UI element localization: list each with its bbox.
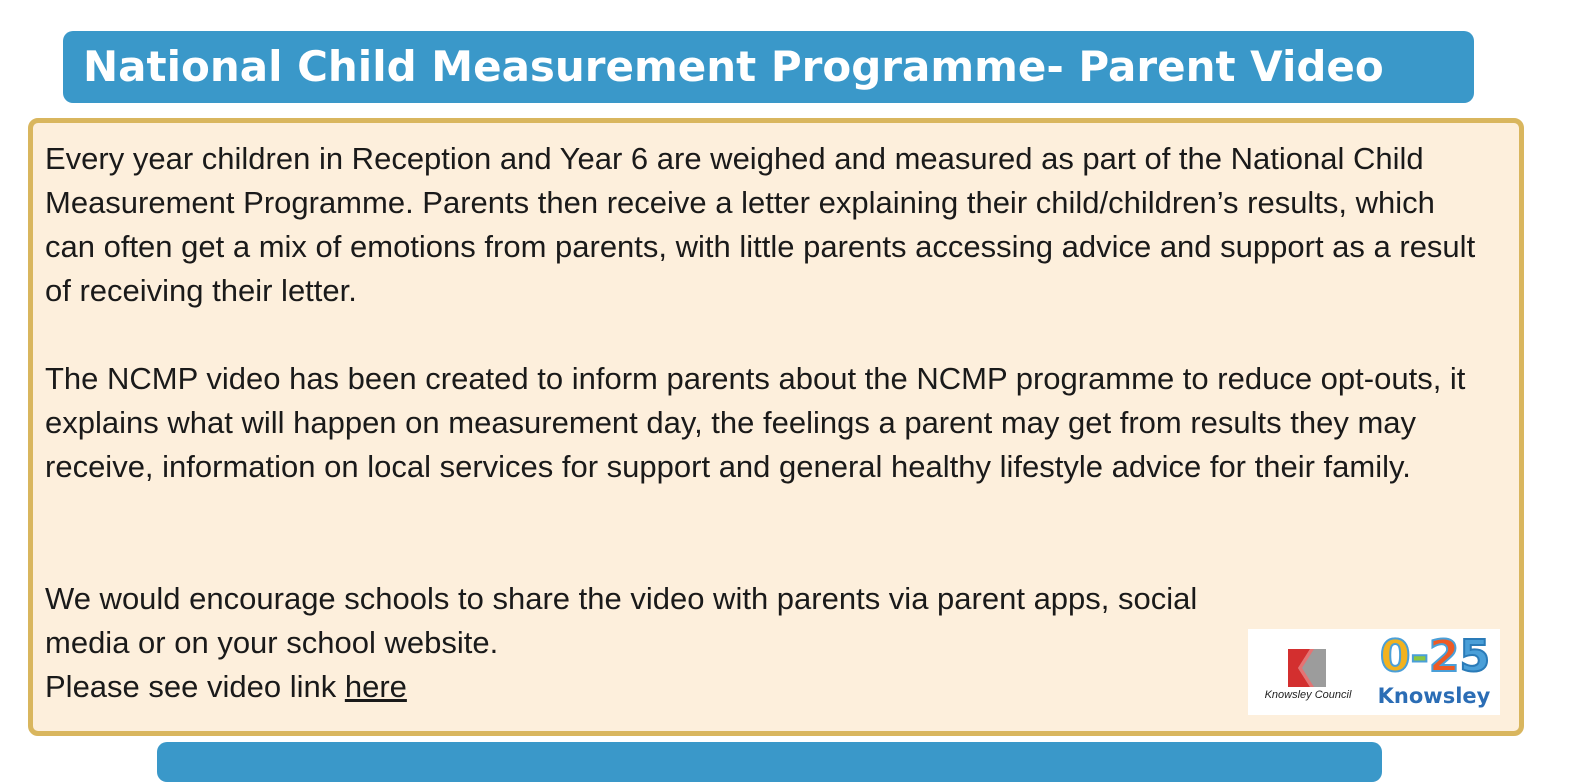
page-title: National Child Measurement Programme- Parent Video [83,42,1384,91]
k025-digit-0: 0 [1379,631,1411,682]
council-name: Knowsley Council [1264,689,1352,701]
encouragement-text: We would encourage schools to share the video with parents via parent apps, social media or on your school website. [45,581,1198,660]
k025-digit-2: 2 [1428,631,1460,682]
logos-panel [1248,629,1500,715]
k025-word: Knowsley [1377,684,1491,708]
intro-paragraph: Every year children in Reception and Year 6 are weighed and measured as part of the National Child Measurement Programme. Parents then receive a letter explaining their child/children’s results, which can often get a mix of emotions from parents, with little parents accessing advice and support as a result of receiving their letter. [45,141,1476,308]
next-section-banner [157,742,1382,782]
encouragement-paragraph [45,577,1225,709]
content-box [28,118,1524,736]
video-description-paragraph: The NCMP video has been created to inform parents about the NCMP programme to reduce opt-outs, it explains what will happen on measurement day, the feelings a parent may get from results they may receive, information on local services for support and general healthy lifestyle advice for their family. [45,361,1466,484]
knowsley-council-logo [1256,643,1360,705]
k025-digit-5: 5 [1459,631,1491,682]
title-banner [63,31,1474,103]
k025-number [1376,631,1494,683]
k025-dash: - [1410,631,1429,682]
knowsley-council-mark-icon [1288,649,1326,687]
knowsley-0-25-logo [1374,631,1494,713]
video-link-prefix: Please see video link [45,669,345,704]
video-link[interactable]: here [344,669,407,704]
